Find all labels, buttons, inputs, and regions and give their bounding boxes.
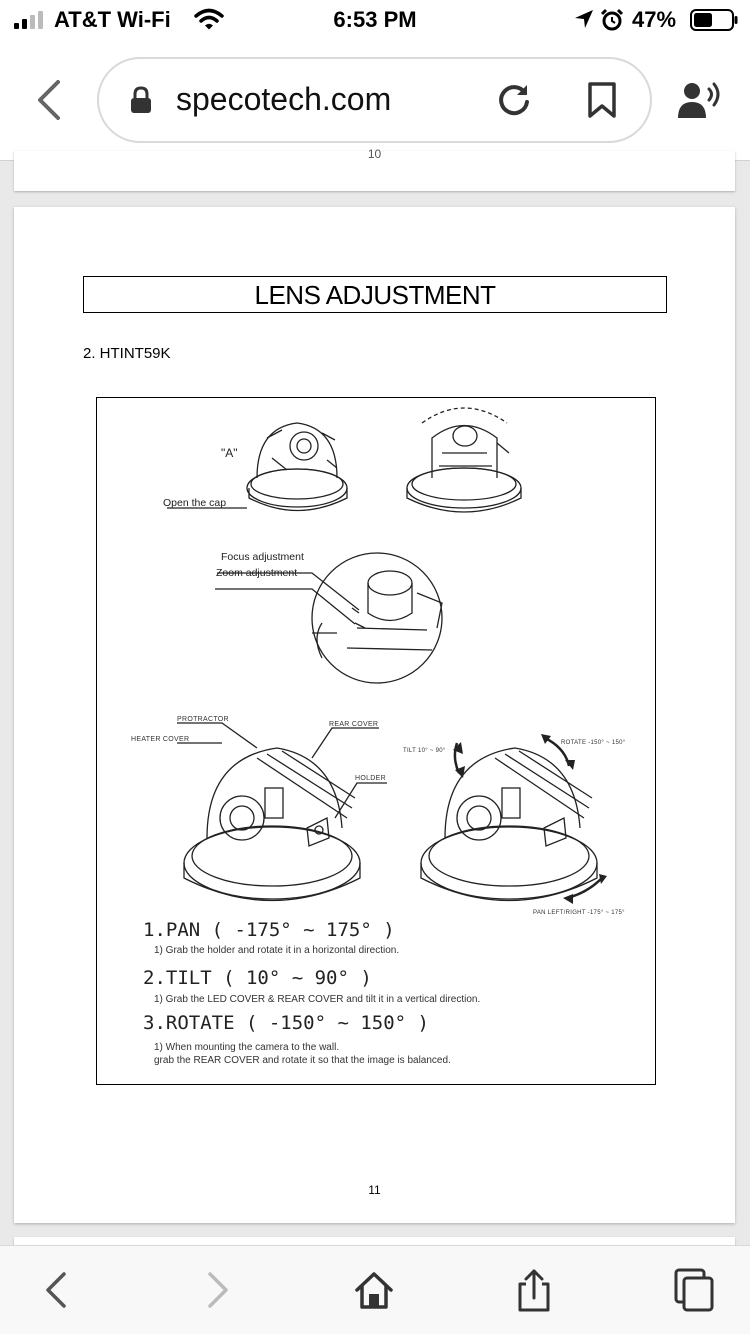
step-tilt-heading: 2.TILT ( 10° ~ 90° ) [143, 967, 372, 989]
label-heater-cover: HEATER COVER [131, 736, 190, 743]
tabs-icon[interactable] [672, 1268, 716, 1312]
step-rotate-description: 1) When mounting the camera to the wall. [154, 1042, 340, 1053]
label-focus-adjustment: Focus adjustment [221, 551, 304, 563]
label-rear-cover: REAR COVER [329, 721, 379, 728]
status-bar [0, 0, 750, 40]
lens-adjustment-figure [96, 397, 656, 1085]
model-heading: 2. HTINT59K [83, 345, 171, 362]
battery-icon [690, 9, 738, 31]
label-rotate-range: ROTATE -150° ~ 150° [561, 740, 626, 746]
camera-range-drawing [421, 738, 602, 901]
forward-chevron-icon[interactable] [194, 1268, 238, 1312]
label-open-cap: Open the cap [163, 497, 227, 509]
previous-pdf-page [14, 147, 735, 191]
label-tilt-range: TILT 10° ~ 90° [403, 748, 446, 754]
lock-icon [128, 86, 154, 114]
label-protractor: PROTRACTOR [177, 716, 229, 723]
label-holder: HOLDER [355, 775, 386, 782]
bottom-toolbar [0, 1245, 750, 1334]
step-rotate-heading: 3.ROTATE ( -150° ~ 150° ) [143, 1012, 429, 1034]
step-tilt-description: 1) Grab the LED COVER & REAR COVER and tilt it in a vertical direction. [154, 994, 481, 1005]
battery-percent: 47% [632, 7, 677, 32]
url-text[interactable]: specotech.com [176, 81, 392, 117]
camera-cap-removed-drawing [407, 408, 521, 512]
camera-components-drawing [177, 723, 387, 901]
page-title: LENS ADJUSTMENT [83, 276, 667, 313]
pdf-viewer[interactable] [0, 147, 750, 1245]
label-pan-range: PAN LEFT/RIGHT -175° ~ 175° [533, 910, 625, 916]
step-pan-heading: 1.PAN ( -175° ~ 175° ) [143, 919, 395, 941]
alarm-clock-icon [600, 8, 624, 32]
home-icon[interactable] [352, 1268, 396, 1312]
read-aloud-icon[interactable] [678, 80, 726, 120]
share-icon[interactable] [512, 1268, 556, 1312]
location-arrow-icon [574, 9, 594, 29]
step-rotate-description-2: grab the REAR COVER and rotate it so that the image is balanced. [154, 1055, 451, 1066]
label-a: "A" [221, 446, 238, 460]
previous-page-number: 10 [367, 147, 382, 161]
carrier-name: AT&T Wi-Fi [54, 7, 171, 32]
clock-time: 6:53 PM [333, 7, 417, 32]
label-zoom-adjustment: Zoom adjustment [216, 567, 298, 579]
back-chevron-icon[interactable] [30, 78, 66, 122]
page-number: 11 [368, 1183, 381, 1197]
back-chevron-icon[interactable] [36, 1268, 80, 1312]
pdf-page [14, 207, 735, 1223]
reload-icon[interactable] [496, 82, 532, 118]
step-pan-description: 1) Grab the holder and rotate it in a horizontal direction. [154, 945, 400, 956]
bookmark-icon[interactable] [586, 82, 618, 118]
